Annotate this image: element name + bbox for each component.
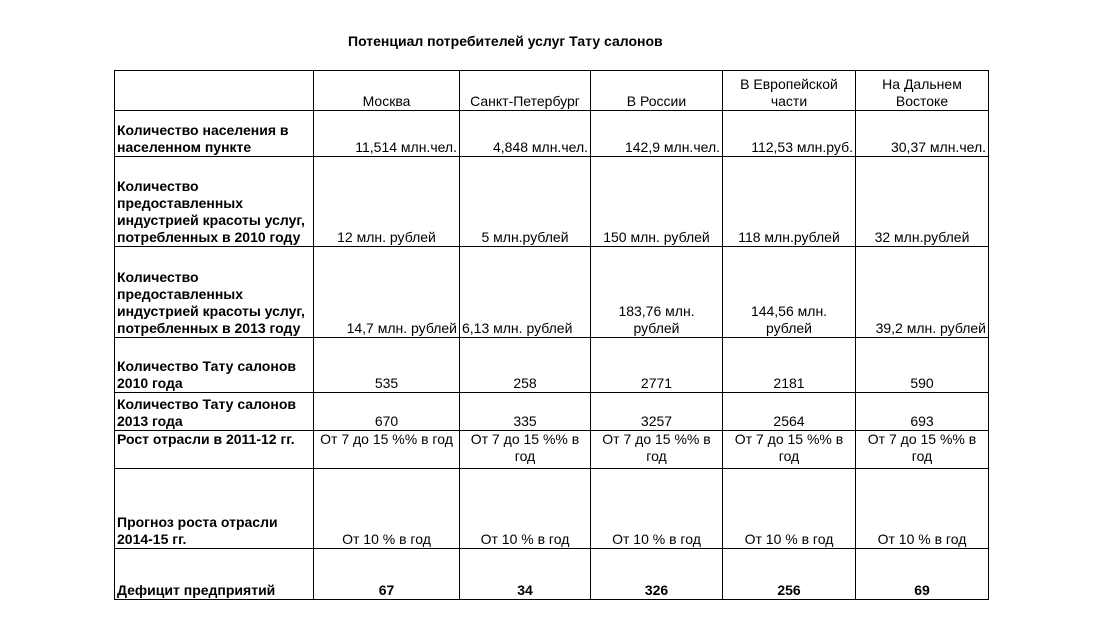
cell: 69: [856, 549, 989, 600]
cell: 258: [460, 338, 591, 393]
cell: 183,76 млн. рублей: [591, 247, 723, 338]
cell: 590: [856, 338, 989, 393]
table-row: [115, 247, 989, 338]
cell: От 10 % в год: [591, 469, 723, 549]
table-title: Потенциал потребителей услуг Тату салонов: [348, 33, 663, 49]
header-cell-russia: В России: [591, 71, 723, 111]
cell: 118 млн.рублей: [723, 157, 856, 247]
cell: 2181: [723, 338, 856, 393]
cell: 67: [314, 549, 460, 600]
cell: 2771: [591, 338, 723, 393]
cell: От 7 до 15 %% в год: [723, 431, 856, 469]
cell: От 7 до 15 %% в год: [460, 431, 591, 469]
header-cell-moscow: Москва: [314, 71, 460, 111]
header-cell-far-east: На Дальнем Востоке: [856, 71, 989, 111]
table-row: [115, 157, 989, 247]
table-row: [115, 469, 989, 549]
cell: 14,7 млн. рублей: [314, 247, 460, 338]
header-cell-spb: Санкт-Петербург: [460, 71, 591, 111]
cell: От 7 до 15 %% в год: [591, 431, 723, 469]
cell: От 10 % в год: [314, 469, 460, 549]
cell: 335: [460, 393, 591, 431]
data-table: [114, 70, 989, 600]
cell: 326: [591, 549, 723, 600]
table-row: [115, 549, 989, 600]
cell: 5 млн.рублей: [460, 157, 591, 247]
cell: 6,13 млн. рублей: [460, 247, 591, 338]
header-cell-empty: [115, 71, 314, 111]
cell: 256: [723, 549, 856, 600]
row-label: Количество предоставленных индустрией красоты услуг, потребленных в 2013 году: [115, 247, 314, 338]
cell: 112,53 млн.руб.: [723, 111, 856, 157]
cell: 693: [856, 393, 989, 431]
cell: 142,9 млн.чел.: [591, 111, 723, 157]
row-label: Количество Тату салонов 2010 года: [115, 338, 314, 393]
cell: 3257: [591, 393, 723, 431]
row-label: Количество предоставленных индустрией красоты услуг, потребленных в 2010 году: [115, 157, 314, 247]
cell: От 10 % в год: [723, 469, 856, 549]
cell: 4,848 млн.чел.: [460, 111, 591, 157]
row-label: Прогноз роста отрасли 2014-15 гг.: [115, 469, 314, 549]
table-row: [115, 111, 989, 157]
header-row: [115, 71, 989, 111]
cell: 535: [314, 338, 460, 393]
header-cell-europe: В Европейской части: [723, 71, 856, 111]
cell: 30,37 млн.чел.: [856, 111, 989, 157]
row-label: Количество населения в населенном пункте: [115, 111, 314, 157]
cell: 2564: [723, 393, 856, 431]
cell: 12 млн. рублей: [314, 157, 460, 247]
cell: 144,56 млн. рублей: [723, 247, 856, 338]
cell: 39,2 млн. рублей: [856, 247, 989, 338]
cell: От 10 % в год: [460, 469, 591, 549]
row-label: Количество Тату салонов 2013 года: [115, 393, 314, 431]
cell: От 10 % в год: [856, 469, 989, 549]
row-label: Рост отрасли в 2011-12 гг.: [115, 431, 314, 469]
table-row: [115, 393, 989, 431]
cell: 32 млн.рублей: [856, 157, 989, 247]
cell: 670: [314, 393, 460, 431]
cell: 150 млн. рублей: [591, 157, 723, 247]
cell: От 7 до 15 %% в год: [314, 431, 460, 469]
row-label: Дефицит предприятий: [115, 549, 314, 600]
cell: От 7 до 15 %% в год: [856, 431, 989, 469]
table-row: [115, 338, 989, 393]
table-row: [115, 431, 989, 469]
cell: 34: [460, 549, 591, 600]
cell: 11,514 млн.чел.: [314, 111, 460, 157]
